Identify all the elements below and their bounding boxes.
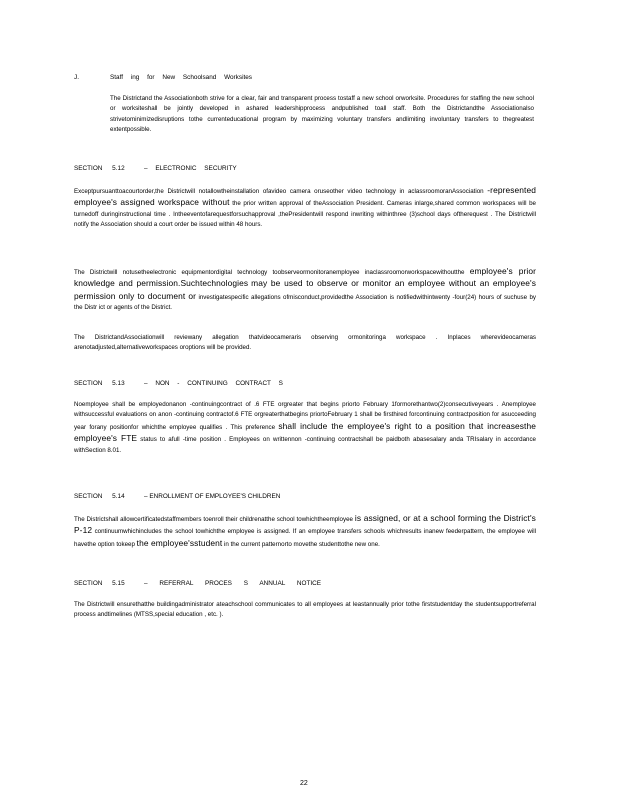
- section-number: SECTION 5.13: [74, 380, 125, 387]
- text-run: Exceptpursuanttoacourtorder,the Districtwill notallowtheinstallation ofavideo camera oruseother video technology in aclassroomoranAssociation: [74, 188, 484, 195]
- section-j-letter: J.: [74, 74, 79, 81]
- section-515-heading: [74, 580, 321, 587]
- section-j-body: The Districtand the Associationboth strive for a clear, fair and transparent process tostaff a new school orworksite. Procedures for staffing the new school or worksiteshall be jointly developed in ashared leadershipprocess andpublished toall staff. Both the Districtandthe Associationalso strivetominimizedisruptions tothe currenteducational program by maximizing voluntary transfers andlimiting involuntary transfers to thegreatest extentpossible.: [110, 95, 534, 134]
- section-number: SECTION 5.12: [74, 165, 125, 172]
- text-run: Noemployee shall be employedonanon -continuingcontract of .6 FTE orgreater that begins priorto February 1formorethantwo(2)consecutiveyears . Anemployee withsuccessful evaluations on anon -continuing contractof.6 FTE orgreaterthatbegins priortoFebruary 1 shall be firsthired forcontinuing contractposition for asucceeding year forany positionfor whichthe employee qualifies . This preference: [74, 401, 536, 431]
- text-run-large: is assigned, or at a school forming the District's P-12: [74, 513, 536, 536]
- text-run: continuumwhichincludes the school towhichthe employee is assigned. If an employee transfers schools whichresults inanew feederpattern, the employee will havethe option tokeep: [74, 528, 536, 548]
- section-title: – ELECTRONIC SECURITY: [144, 165, 237, 172]
- text-run-large: the employee'sstudent: [136, 537, 223, 548]
- text-run-large: shall include the employee's right to a position that increasesthe employee's FTE: [74, 420, 536, 444]
- section-512-paragraph-2: [74, 266, 536, 314]
- section-512-paragraph-1: [74, 185, 536, 231]
- section-514-heading: [74, 493, 280, 500]
- text-run: investigatespecific allegations ofmisconduct,providedthe Association is notifiedwithintwenty -four(24) hours of suchuse by the Distr ict or agents of the District.: [74, 293, 536, 312]
- section-j-title: Staff ing for New Schoolsand Worksites: [110, 74, 253, 81]
- text-run: The Districtshall allowcertificatedstaffmembers toenroll their childrenatthe school towhichtheemployee: [74, 516, 353, 523]
- text-run-large: may be used to observe or monitor an employee without an employee's permission only to document or: [74, 278, 536, 301]
- section-513-paragraph-1: [74, 400, 536, 456]
- section-512-heading: [74, 165, 237, 172]
- section-title: – ENROLLMENT OF EMPLOYEE'S CHILDREN: [144, 493, 281, 500]
- section-515-paragraph-1: The Districtwill ensurethatthe buildingadministrator ateachschool communicates to all employees at leastannually prior tothe firststudentday the studentsupportreferral process andtimelines (MTSS,special education , etc. ).: [74, 601, 536, 619]
- text-run: status to afull -time position . Employees on writtennon -continuing contractshall be paidboth abasesalary anda TRIsalary in accordance withSection 8.01.: [74, 436, 536, 454]
- section-number: SECTION 5.15: [74, 580, 125, 587]
- text-run-large: -represented employee's assigned workspace without: [74, 185, 536, 208]
- text-run-large: employee's prior knowledge and permission.Suchtechnologies: [74, 266, 536, 289]
- section-512-paragraph-3: The DistrictandAssociationwill reviewany allegation thatvideocameraris observing ormonitoringa workspace . Inplaces wherevideocameras arenotadjusted,alternativeworkspaces oroptions will be provided.: [74, 334, 536, 352]
- text-run: in the current patternorto movethe studenttothe new one.: [224, 540, 380, 548]
- section-title: – NON - CONTINUING CONTRACT S: [144, 380, 283, 387]
- section-title: – REFERRAL PROCES S ANNUAL NOTICE: [144, 580, 322, 587]
- page-number: 22: [300, 780, 308, 787]
- text-run: The Districtwill notusetheelectronic equipmentordigital technology toobserveormonitoranemployee inaclassroomorworkspacewithoutthe: [74, 269, 465, 276]
- section-513-heading: [74, 380, 283, 387]
- section-number: SECTION 5.14: [74, 493, 125, 500]
- text-run: the prior written approval of theAssociation President. Cameras inlarge,shared common workspaces will be turnedoff duringinstructional time . Intheeventofarequestforsuchapproval ,thePresidentwill respond inwriting withinthree (3)school days oftherequest . The Districtwill notify the Association should a court order be issued within 48 hours.: [74, 200, 536, 229]
- section-j-heading: [74, 74, 252, 81]
- section-514-paragraph-1: [74, 513, 536, 550]
